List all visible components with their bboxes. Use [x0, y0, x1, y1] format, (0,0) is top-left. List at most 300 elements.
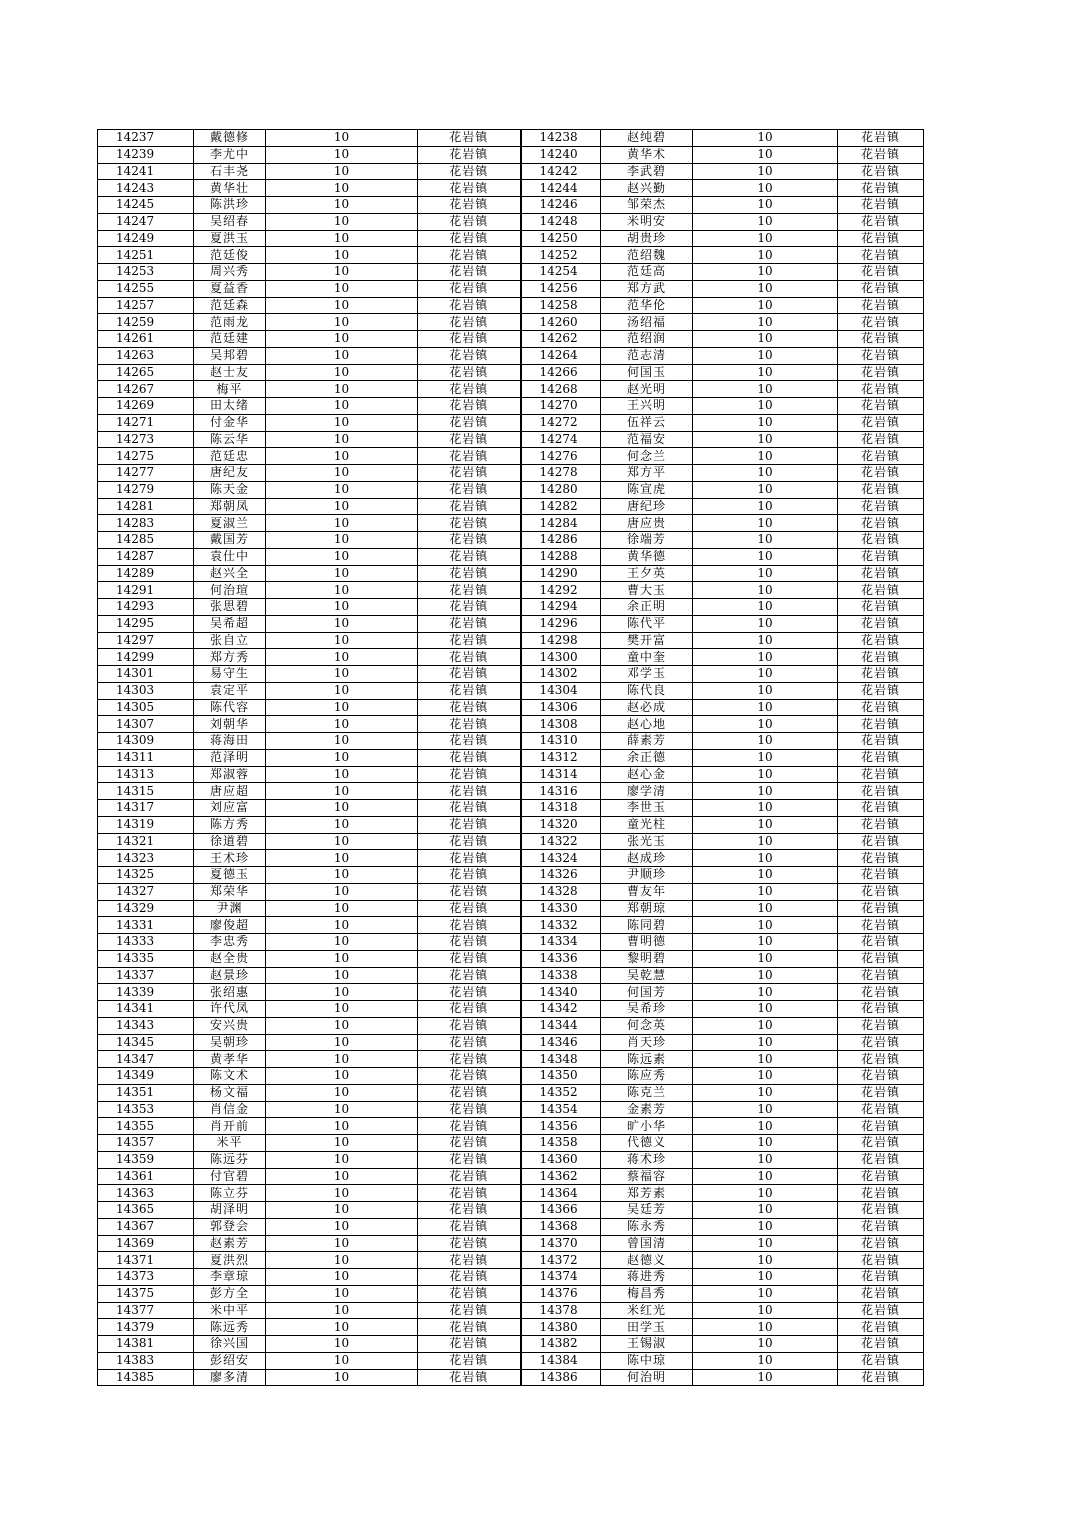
town-cell: 花岩镇 [418, 1319, 521, 1336]
town-cell: 花岩镇 [838, 264, 924, 281]
amount-cell: 10 [693, 749, 838, 766]
amount-cell: 10 [693, 967, 838, 984]
amount-cell: 10 [266, 1336, 418, 1353]
town-cell: 花岩镇 [418, 1101, 521, 1118]
record-id-cell: 14365 [98, 1202, 194, 1219]
amount-cell: 10 [693, 414, 838, 431]
record-id-cell: 14251 [98, 247, 194, 264]
person-name-cell: 李章琼 [194, 1269, 266, 1286]
amount-cell: 10 [266, 565, 418, 582]
amount-cell: 10 [266, 967, 418, 984]
amount-cell: 10 [693, 850, 838, 867]
person-name-cell: 戴德修 [194, 130, 266, 147]
amount-cell: 10 [266, 197, 418, 214]
table-row [98, 1185, 924, 1202]
record-id-cell: 14267 [98, 381, 194, 398]
person-name-cell: 何念英 [601, 1017, 693, 1034]
town-cell: 花岩镇 [418, 347, 521, 364]
town-cell: 花岩镇 [838, 515, 924, 532]
person-name-cell: 赵纯碧 [601, 130, 693, 147]
record-id-cell: 14385 [98, 1369, 194, 1386]
town-cell: 花岩镇 [418, 1302, 521, 1319]
amount-cell: 10 [693, 515, 838, 532]
record-id-cell: 14256 [521, 280, 601, 297]
town-cell: 花岩镇 [838, 984, 924, 1001]
town-cell: 花岩镇 [838, 599, 924, 616]
person-name-cell: 范华伦 [601, 297, 693, 314]
person-name-cell: 黎明碧 [601, 950, 693, 967]
amount-cell: 10 [266, 1369, 418, 1386]
table-row [98, 1218, 924, 1235]
amount-cell: 10 [693, 632, 838, 649]
record-id-cell: 14334 [521, 934, 601, 951]
table-row [98, 682, 924, 699]
person-name-cell: 尹渊 [194, 900, 266, 917]
town-cell: 花岩镇 [418, 582, 521, 599]
record-id-cell: 14379 [98, 1319, 194, 1336]
amount-cell: 10 [693, 1034, 838, 1051]
amount-cell: 10 [693, 1336, 838, 1353]
record-id-cell: 14245 [98, 197, 194, 214]
town-cell: 花岩镇 [418, 1168, 521, 1185]
amount-cell: 10 [693, 1352, 838, 1369]
record-id-cell: 14319 [98, 816, 194, 833]
town-cell: 花岩镇 [418, 766, 521, 783]
amount-cell: 10 [693, 1202, 838, 1219]
amount-cell: 10 [266, 381, 418, 398]
record-id-cell: 14285 [98, 532, 194, 549]
person-name-cell: 郑朝凤 [194, 498, 266, 515]
amount-cell: 10 [693, 247, 838, 264]
amount-cell: 10 [266, 749, 418, 766]
amount-cell: 10 [693, 146, 838, 163]
person-name-cell: 徐端芳 [601, 532, 693, 549]
record-id-cell: 14250 [521, 230, 601, 247]
town-cell: 花岩镇 [418, 749, 521, 766]
person-name-cell: 许代凤 [194, 1001, 266, 1018]
person-name-cell: 赵士友 [194, 364, 266, 381]
town-cell: 花岩镇 [838, 146, 924, 163]
amount-cell: 10 [266, 1168, 418, 1185]
amount-cell: 10 [693, 833, 838, 850]
table-row [98, 984, 924, 1001]
town-cell: 花岩镇 [418, 498, 521, 515]
table-row [98, 917, 924, 934]
record-id-cell: 14299 [98, 649, 194, 666]
record-id-cell: 14302 [521, 666, 601, 683]
record-id-cell: 14362 [521, 1168, 601, 1185]
record-id-cell: 14304 [521, 682, 601, 699]
amount-cell: 10 [266, 800, 418, 817]
amount-cell: 10 [693, 900, 838, 917]
town-cell: 花岩镇 [418, 1202, 521, 1219]
amount-cell: 10 [266, 180, 418, 197]
town-cell: 花岩镇 [838, 314, 924, 331]
person-name-cell: 何国芳 [601, 984, 693, 1001]
amount-cell: 10 [266, 1034, 418, 1051]
person-name-cell: 张思碧 [194, 599, 266, 616]
person-name-cell: 邹荣杰 [601, 197, 693, 214]
town-cell: 花岩镇 [838, 448, 924, 465]
amount-cell: 10 [266, 1202, 418, 1219]
person-name-cell: 范雨龙 [194, 314, 266, 331]
person-name-cell: 何治瑄 [194, 582, 266, 599]
record-id-cell: 14320 [521, 816, 601, 833]
amount-cell: 10 [266, 1101, 418, 1118]
town-cell: 花岩镇 [838, 565, 924, 582]
town-cell: 花岩镇 [838, 1302, 924, 1319]
record-id-cell: 14355 [98, 1118, 194, 1135]
record-id-cell: 14367 [98, 1218, 194, 1235]
amount-cell: 10 [693, 1168, 838, 1185]
record-id-cell: 14343 [98, 1017, 194, 1034]
amount-cell: 10 [693, 197, 838, 214]
town-cell: 花岩镇 [838, 850, 924, 867]
amount-cell: 10 [693, 1252, 838, 1269]
table-row [98, 850, 924, 867]
amount-cell: 10 [266, 213, 418, 230]
amount-cell: 10 [266, 1218, 418, 1235]
record-id-cell: 14327 [98, 883, 194, 900]
table-row [98, 297, 924, 314]
amount-cell: 10 [266, 163, 418, 180]
record-id-cell: 14241 [98, 163, 194, 180]
table-row [98, 900, 924, 917]
town-cell: 花岩镇 [418, 950, 521, 967]
person-name-cell: 唐应贵 [601, 515, 693, 532]
amount-cell: 10 [693, 682, 838, 699]
person-name-cell: 赵成珍 [601, 850, 693, 867]
table-row [98, 130, 924, 147]
table-row [98, 1001, 924, 1018]
town-cell: 花岩镇 [418, 883, 521, 900]
town-cell: 花岩镇 [838, 783, 924, 800]
table-row [98, 632, 924, 649]
amount-cell: 10 [693, 1285, 838, 1302]
amount-cell: 10 [266, 816, 418, 833]
amount-cell: 10 [693, 883, 838, 900]
amount-cell: 10 [693, 766, 838, 783]
amount-cell: 10 [693, 465, 838, 482]
person-name-cell: 唐纪珍 [601, 498, 693, 515]
amount-cell: 10 [266, 766, 418, 783]
person-name-cell: 赵兴全 [194, 565, 266, 582]
table-row [98, 733, 924, 750]
person-name-cell: 梅昌秀 [601, 1285, 693, 1302]
town-cell: 花岩镇 [838, 666, 924, 683]
record-id-cell: 14368 [521, 1218, 601, 1235]
amount-cell: 10 [693, 1001, 838, 1018]
town-cell: 花岩镇 [418, 1051, 521, 1068]
amount-cell: 10 [266, 615, 418, 632]
person-name-cell: 代德义 [601, 1135, 693, 1152]
record-id-cell: 14268 [521, 381, 601, 398]
amount-cell: 10 [266, 130, 418, 147]
town-cell: 花岩镇 [418, 1185, 521, 1202]
town-cell: 花岩镇 [838, 1051, 924, 1068]
person-name-cell: 蒋进秀 [601, 1269, 693, 1286]
person-name-cell: 夏淑兰 [194, 515, 266, 532]
record-id-cell: 14286 [521, 532, 601, 549]
town-cell: 花岩镇 [418, 900, 521, 917]
person-name-cell: 吴乾慧 [601, 967, 693, 984]
record-id-cell: 14346 [521, 1034, 601, 1051]
person-name-cell: 何国玉 [601, 364, 693, 381]
person-name-cell: 王锡淑 [601, 1336, 693, 1353]
town-cell: 花岩镇 [418, 180, 521, 197]
record-id-cell: 14347 [98, 1051, 194, 1068]
amount-cell: 10 [693, 130, 838, 147]
table-row [98, 1017, 924, 1034]
record-id-cell: 14315 [98, 783, 194, 800]
person-name-cell: 郭登会 [194, 1218, 266, 1235]
town-cell: 花岩镇 [418, 599, 521, 616]
record-id-cell: 14363 [98, 1185, 194, 1202]
amount-cell: 10 [693, 649, 838, 666]
record-id-cell: 14281 [98, 498, 194, 515]
amount-cell: 10 [266, 850, 418, 867]
table-row [98, 1084, 924, 1101]
record-id-cell: 14370 [521, 1235, 601, 1252]
table-row [98, 414, 924, 431]
table-row [98, 398, 924, 415]
town-cell: 花岩镇 [418, 213, 521, 230]
table-row [98, 331, 924, 348]
record-id-cell: 14351 [98, 1084, 194, 1101]
amount-cell: 10 [266, 1001, 418, 1018]
record-id-cell: 14254 [521, 264, 601, 281]
record-id-cell: 14364 [521, 1185, 601, 1202]
person-name-cell: 廖学清 [601, 783, 693, 800]
amount-cell: 10 [266, 1068, 418, 1085]
table-row [98, 599, 924, 616]
record-id-cell: 14337 [98, 967, 194, 984]
amount-cell: 10 [266, 649, 418, 666]
town-cell: 花岩镇 [838, 347, 924, 364]
table-row [98, 1168, 924, 1185]
person-name-cell: 赵全贵 [194, 950, 266, 967]
amount-cell: 10 [266, 230, 418, 247]
town-cell: 花岩镇 [838, 297, 924, 314]
town-cell: 花岩镇 [838, 548, 924, 565]
amount-cell: 10 [266, 1269, 418, 1286]
person-name-cell: 余正德 [601, 749, 693, 766]
town-cell: 花岩镇 [838, 1319, 924, 1336]
record-id-cell: 14381 [98, 1336, 194, 1353]
town-cell: 花岩镇 [418, 1118, 521, 1135]
record-id-cell: 14352 [521, 1084, 601, 1101]
person-name-cell: 袁定平 [194, 682, 266, 699]
amount-cell: 10 [266, 917, 418, 934]
table-row [98, 1235, 924, 1252]
person-name-cell: 陈代平 [601, 615, 693, 632]
amount-cell: 10 [693, 716, 838, 733]
record-id-cell: 14342 [521, 1001, 601, 1018]
person-name-cell: 旷小华 [601, 1118, 693, 1135]
record-id-cell: 14316 [521, 783, 601, 800]
person-name-cell: 李忠秀 [194, 934, 266, 951]
record-id-cell: 14296 [521, 615, 601, 632]
record-id-cell: 14376 [521, 1285, 601, 1302]
person-name-cell: 曾国清 [601, 1235, 693, 1252]
record-id-cell: 14298 [521, 632, 601, 649]
table-row [98, 1034, 924, 1051]
town-cell: 花岩镇 [418, 1235, 521, 1252]
table-row [98, 197, 924, 214]
table-row [98, 1202, 924, 1219]
record-id-cell: 14280 [521, 481, 601, 498]
record-id-cell: 14276 [521, 448, 601, 465]
town-cell: 花岩镇 [838, 1185, 924, 1202]
record-id-cell: 14263 [98, 347, 194, 364]
amount-cell: 10 [693, 582, 838, 599]
person-name-cell: 范廷建 [194, 331, 266, 348]
amount-cell: 10 [266, 1084, 418, 1101]
town-cell: 花岩镇 [838, 414, 924, 431]
amount-cell: 10 [266, 465, 418, 482]
amount-cell: 10 [266, 364, 418, 381]
town-cell: 花岩镇 [838, 1068, 924, 1085]
record-id-cell: 14371 [98, 1252, 194, 1269]
person-name-cell: 张自立 [194, 632, 266, 649]
person-name-cell: 夏德玉 [194, 867, 266, 884]
town-cell: 花岩镇 [838, 180, 924, 197]
table-row [98, 1135, 924, 1152]
record-id-cell: 14340 [521, 984, 601, 1001]
town-cell: 花岩镇 [418, 649, 521, 666]
town-cell: 花岩镇 [838, 213, 924, 230]
amount-cell: 10 [693, 816, 838, 833]
amount-cell: 10 [693, 498, 838, 515]
amount-cell: 10 [266, 314, 418, 331]
table-row [98, 666, 924, 683]
person-name-cell: 付金华 [194, 414, 266, 431]
amount-cell: 10 [693, 934, 838, 951]
record-id-cell: 14360 [521, 1151, 601, 1168]
town-cell: 花岩镇 [838, 682, 924, 699]
person-name-cell: 肖天珍 [601, 1034, 693, 1051]
person-name-cell: 张绍惠 [194, 984, 266, 1001]
record-id-cell: 14293 [98, 599, 194, 616]
record-id-cell: 14272 [521, 414, 601, 431]
record-id-cell: 14372 [521, 1252, 601, 1269]
table-row [98, 146, 924, 163]
table-row [98, 213, 924, 230]
record-id-cell: 14344 [521, 1017, 601, 1034]
amount-cell: 10 [266, 414, 418, 431]
person-name-cell: 安兴贵 [194, 1017, 266, 1034]
amount-cell: 10 [266, 666, 418, 683]
amount-cell: 10 [693, 1218, 838, 1235]
person-name-cell: 尹顺珍 [601, 867, 693, 884]
amount-cell: 10 [693, 230, 838, 247]
amount-cell: 10 [693, 381, 838, 398]
amount-cell: 10 [266, 398, 418, 415]
record-id-cell: 14265 [98, 364, 194, 381]
record-id-cell: 14377 [98, 1302, 194, 1319]
table-row [98, 1319, 924, 1336]
amount-cell: 10 [266, 1352, 418, 1369]
record-id-cell: 14350 [521, 1068, 601, 1085]
town-cell: 花岩镇 [838, 1269, 924, 1286]
record-id-cell: 14273 [98, 431, 194, 448]
record-id-cell: 14322 [521, 833, 601, 850]
person-name-cell: 何念兰 [601, 448, 693, 465]
table-row [98, 1151, 924, 1168]
record-id-cell: 14257 [98, 297, 194, 314]
amount-cell: 10 [266, 548, 418, 565]
record-id-cell: 14341 [98, 1001, 194, 1018]
person-name-cell: 陈宣虎 [601, 481, 693, 498]
record-id-cell: 14284 [521, 515, 601, 532]
town-cell: 花岩镇 [838, 1235, 924, 1252]
table-row [98, 615, 924, 632]
record-id-cell: 14288 [521, 548, 601, 565]
record-id-cell: 14366 [521, 1202, 601, 1219]
person-name-cell: 范廷森 [194, 297, 266, 314]
amount-cell: 10 [693, 331, 838, 348]
town-cell: 花岩镇 [838, 1202, 924, 1219]
record-id-cell: 14353 [98, 1101, 194, 1118]
table-row [98, 1068, 924, 1085]
town-cell: 花岩镇 [418, 632, 521, 649]
person-name-cell: 李世玉 [601, 800, 693, 817]
person-name-cell: 肖开前 [194, 1118, 266, 1135]
town-cell: 花岩镇 [838, 1151, 924, 1168]
person-name-cell: 吴希珍 [601, 1001, 693, 1018]
record-id-cell: 14239 [98, 146, 194, 163]
amount-cell: 10 [693, 1369, 838, 1386]
town-cell: 花岩镇 [838, 749, 924, 766]
record-id-cell: 14242 [521, 163, 601, 180]
record-id-cell: 14274 [521, 431, 601, 448]
town-cell: 花岩镇 [838, 900, 924, 917]
amount-cell: 10 [693, 565, 838, 582]
person-name-cell: 曹大玉 [601, 582, 693, 599]
person-name-cell: 陈文术 [194, 1068, 266, 1085]
amount-cell: 10 [266, 481, 418, 498]
record-id-cell: 14277 [98, 465, 194, 482]
table-row [98, 1252, 924, 1269]
record-id-cell: 14290 [521, 565, 601, 582]
person-name-cell: 陈中琼 [601, 1352, 693, 1369]
amount-cell: 10 [266, 1135, 418, 1152]
town-cell: 花岩镇 [838, 833, 924, 850]
person-name-cell: 陈永秀 [601, 1218, 693, 1235]
record-id-cell: 14279 [98, 481, 194, 498]
record-id-cell: 14354 [521, 1101, 601, 1118]
table-row [98, 867, 924, 884]
person-name-cell: 陈云华 [194, 431, 266, 448]
amount-cell: 10 [693, 599, 838, 616]
table-row [98, 582, 924, 599]
table-row [98, 364, 924, 381]
person-name-cell: 蔡福容 [601, 1168, 693, 1185]
table-row [98, 565, 924, 582]
amount-cell: 10 [266, 1151, 418, 1168]
town-cell: 花岩镇 [418, 247, 521, 264]
table-row [98, 431, 924, 448]
person-name-cell: 陈远芬 [194, 1151, 266, 1168]
town-cell: 花岩镇 [838, 1252, 924, 1269]
record-id-cell: 14291 [98, 582, 194, 599]
amount-cell: 10 [266, 682, 418, 699]
amount-cell: 10 [266, 297, 418, 314]
amount-cell: 10 [693, 1118, 838, 1135]
person-name-cell: 田太绪 [194, 398, 266, 415]
table-row [98, 314, 924, 331]
amount-cell: 10 [693, 280, 838, 297]
